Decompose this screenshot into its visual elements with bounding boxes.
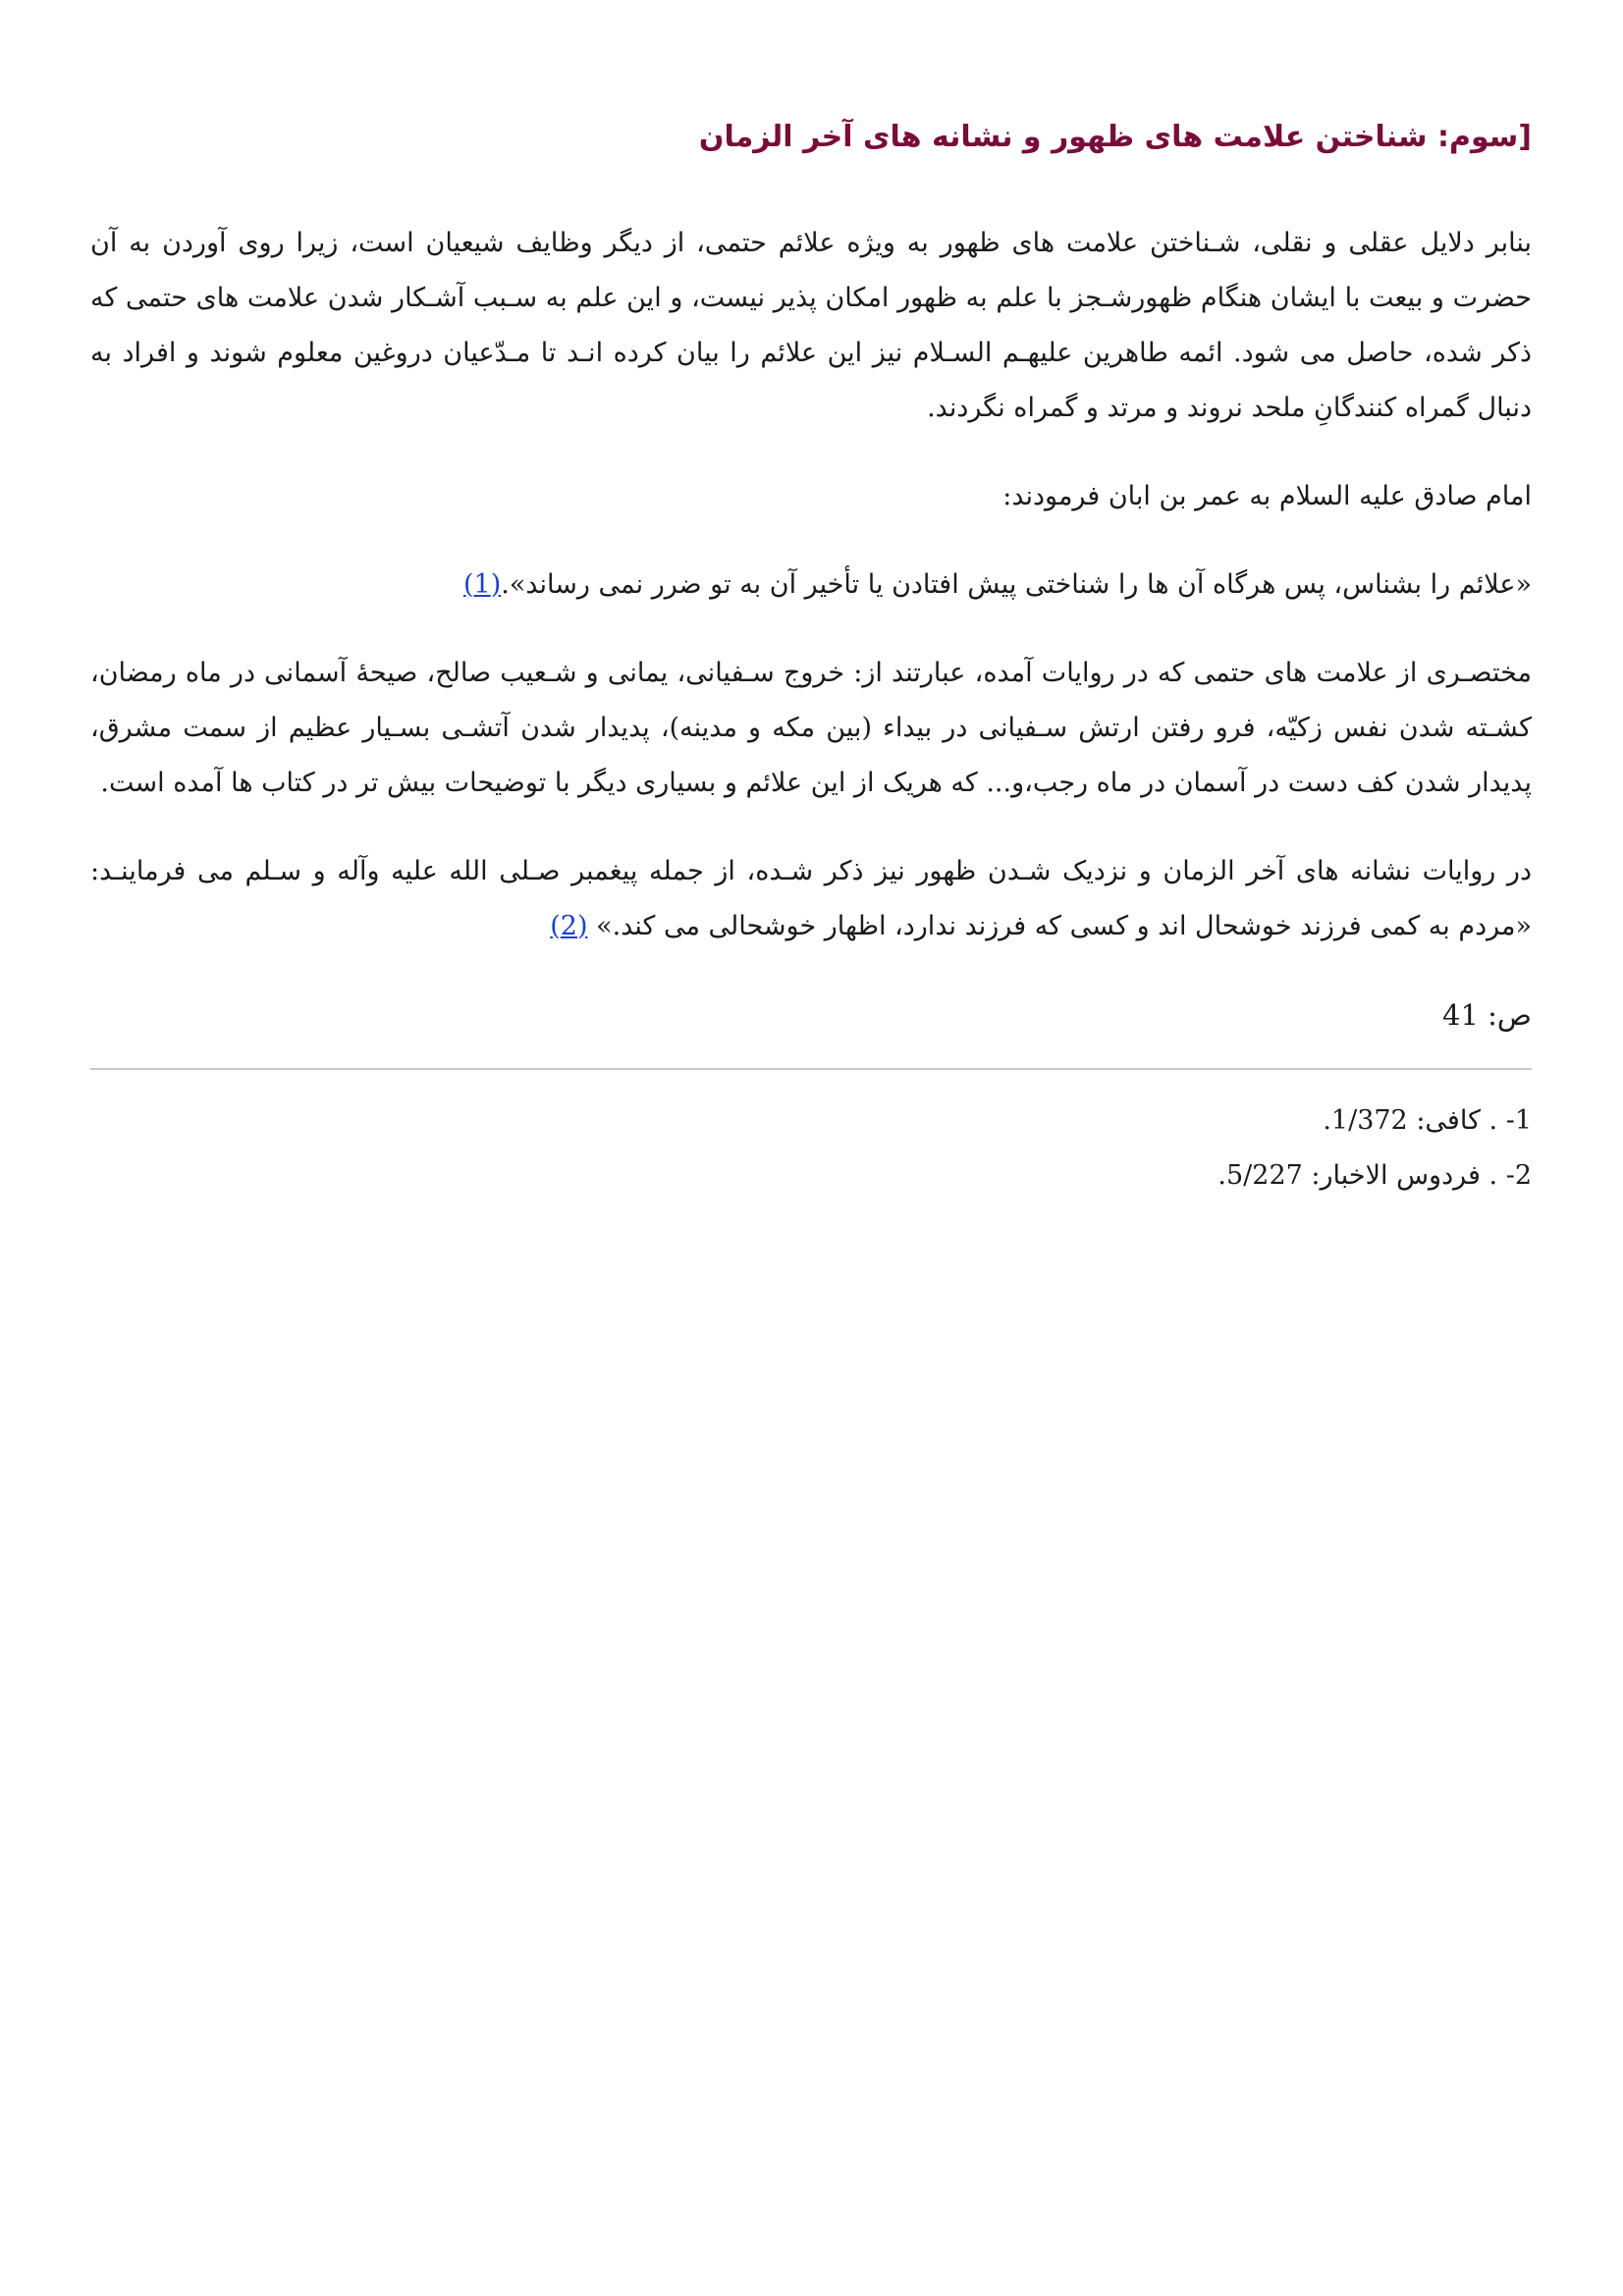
prophet-hadith-paragraph	[90, 844, 1532, 954]
hadith-quote	[90, 558, 1532, 613]
page-number: ص: 41	[1442, 998, 1532, 1032]
signs-paragraph: مختصـری از علامت های حتمی که در روایات آمده، عبارتند از: خروج سـفیانی، یمانی و شـعیب صالح، صیحهٔ آسمانی در ماه رمضان، کشـته شدن نفس زکیّه، فرو رفتن ارتش سـفیانی در بیداء (بین مکه و مدینه)، پدیدار شدن آتشـی بسـیار عظیم از سمت مشرق، پدیدار شدن کف دست در آسمان در ماه رجب،و... که هریک از این علائم و بسیاری دیگر با توضیحات بیش تر در کتاب ها آمده است.	[90, 658, 1532, 798]
footnote-number: 1-	[1505, 1105, 1532, 1136]
footnote-link-1[interactable]: (1)	[462, 569, 502, 600]
imam-sadiq-intro: امام صادق علیه السلام به عمر بن ابان فرمودند:	[1002, 481, 1532, 511]
footnote-reference: 1/372.	[1323, 1105, 1408, 1136]
prophet-hadith-text: در روایات نشانه های آخر الزمان و نزدیک شـدن ظهور نیز ذکر شـده، از جمله پیغمبر صـلی الله علیه وآله و سـلم می فرماینـد: «مردم به کمی فرزند خوشحال اند و کسی که فرزند ندارد، اظهار خوشحالی می کند.»	[90, 856, 1532, 941]
footnotes-list	[90, 1094, 1532, 1203]
section-heading: [سوم: شناختن علامت های ظهور و نشانه های آخر الزمان	[698, 120, 1532, 154]
footnote-item-2	[90, 1148, 1532, 1203]
footnote-reference: 5/227.	[1217, 1160, 1303, 1191]
document-page	[90, 108, 1532, 1203]
intro-paragraph: بنابر دلایل عقلی و نقلی، شـناختن علامت های ظهور به ویژه علائم حتمی، از دیگر وظایف شیعیان است، زیرا روی آوردن به آن حضرت و بیعت با ایشان هنگام ظهورشـجز با علم به ظهور امکان پذیر نیست، و این علم به سـبب آشـکار شدن علامت های حتمی که ذکر شده، حاصل می شود. ائمه طاهرین علیهـم السـلام نیز این علائم را بیان کرده انـد تا مـدّعیان دروغین معلوم شوند و افراد به دنبال گمراه کنندگانِ ملحد نروند و مرتد و گمراه نگردند.	[90, 228, 1532, 423]
footnote-source: . فردوس الاخبار:	[1311, 1160, 1498, 1191]
hadith-quote-text: «علائم را بشناس، پس هرگاه آن ها را شناختی پیش افتادن یا تأخیر آن به تو ضرر نمی رساند».	[501, 569, 1532, 600]
footnote-source: . کافی:	[1416, 1105, 1498, 1136]
footnote-item-1	[90, 1094, 1532, 1148]
footnote-number: 2-	[1505, 1160, 1532, 1191]
footnote-link-2[interactable]: (2)	[550, 911, 588, 941]
footnote-divider	[90, 1068, 1532, 1070]
